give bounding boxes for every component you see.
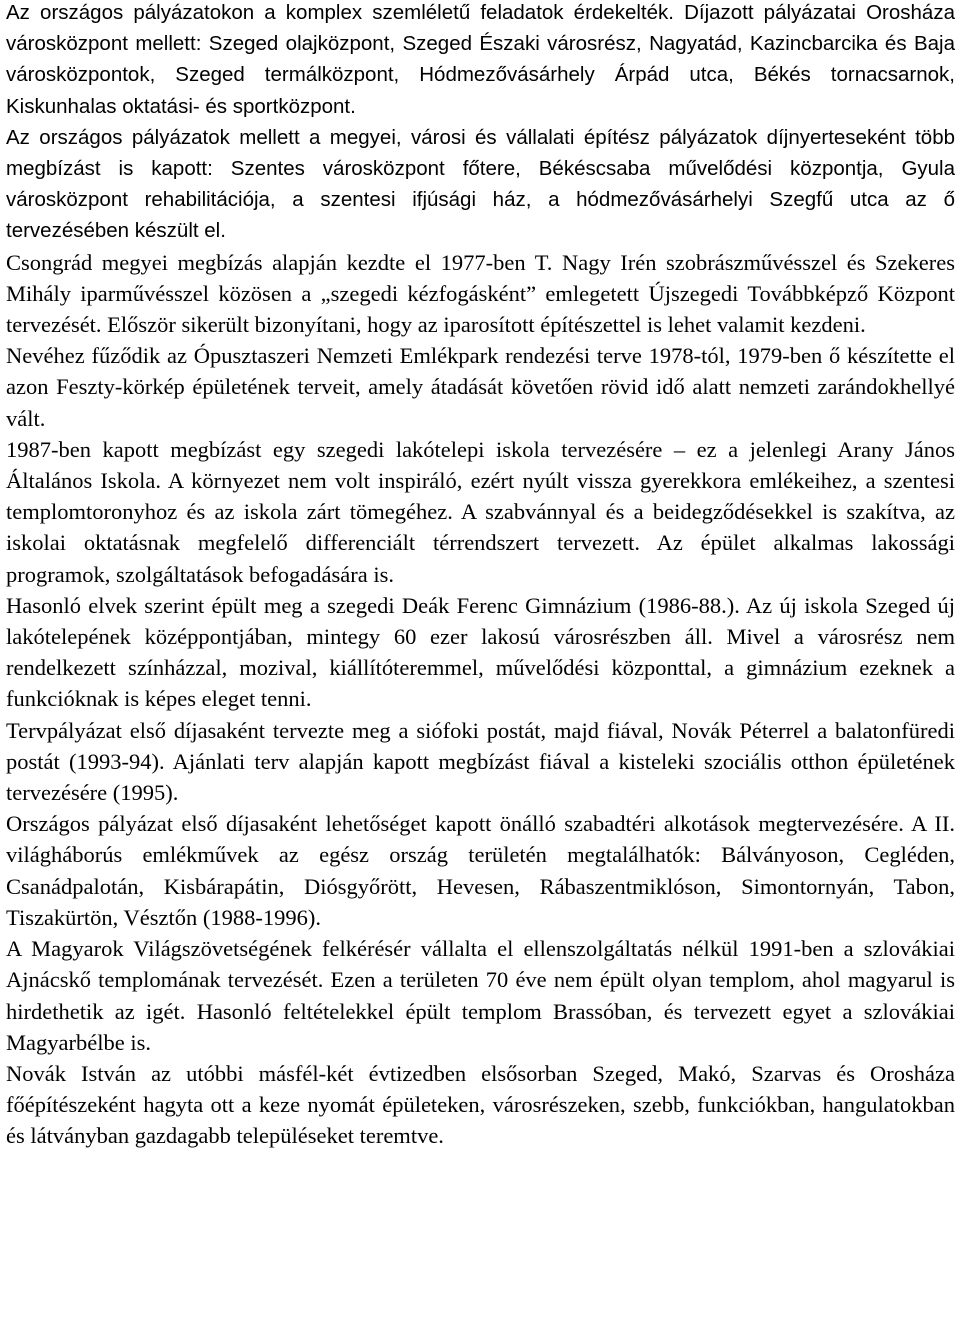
paragraph-competitions: Az országos pályázatokon a komplex szemléletű feladatok érdekelték. Díjazott pályázatai Orosháza városközpont mellett: Szeged olajközpont, Szeged Északi városrész, Nagyatád, Kazincbarcika és Baja városközpontok, Szeged termálközpont, Hódmezővásárhely Árpád utca, Békés tornacsarnok, Kiskunhalas oktatási- és sportközpont. — [6, 1, 955, 118]
paragraph-war-memorials: Országos pályázat első díjasaként lehetőséget kapott önálló szabadtéri alkotások megtervezésére. A II. világháborús emlékművek az egész ország területén megtalálhatók: Bálványoson, Cegléden, Csanádpalotán, Kisbárapátin, Diósgyőrött, Hevesen, Rábaszentmiklóson, Simontornyán, Tabon, Tiszakürtön, Vésztőn (1988-1996). — [6, 811, 955, 930]
paragraph-chief-architect: Novák István az utóbbi másfél-két évtizedben elsősorban Szeged, Makó, Szarvas és Orosháza főépítészeként hagyta ott a keze nyomát épületeken, városrészeken, szebb, funkciókban, hangulatokban és látványban gazdagabb településeket teremtve. — [6, 1060, 955, 1149]
paragraph-regional-commissions: Az országos pályázatok mellett a megyei, városi és vállalati építész pályázatok díjnyerteseként több megbízást is kapott: Szentes városközpont főtere, Békéscsaba művelődési központja, Gyula városközpont rehabilitációja, a szentesi ifjúsági ház, a hódmezővásárhelyi Szegfű utca az ő tervezésében készült el. — [6, 125, 955, 243]
paragraph-opusztaszer: Nevéhez fűződik az Ópusztaszeri Nemzeti Emlékpark rendezési terve 1978-tól, 1979-ben ő készítette el azon Feszty-körkép épületének terveit, amely átadását követően rövid idő alatt nemzeti zarándokhellyé vált. — [6, 343, 955, 431]
paragraph-churches: A Magyarok Világszövetségének felkérésér vállalta el ellenszolgáltatás nélkül 1991-ben a szlovákiai Ajnácskő templomának tervezését. Ezen a területen 70 éve nem épült olyan templom, ahol magyarul is hirdethetik az igét. Hasonló feltételekkel épült templom Brassóban, és tervezett egyet a szlovákiai Magyarbélbe is. — [6, 936, 955, 1055]
paragraph-arany-janos-school: 1987-ben kapott megbízást egy szegedi lakótelepi iskola tervezésére – ez a jelenlegi Arany János Általános Iskola. A környezet nem volt inspiráló, ezért nyúlt vissza gyerekkora emlékeihez, a szentesi templomtoronyhoz és az iskola zárt tömegéhez. A szabvánnyal és a beidegződésekkel is szakítva, az iskolai oktatásnak megfelelő differenciált térrendszert tervezett. Az épület alkalmas lakossági programok, szolgáltatások befogadására is. — [6, 436, 955, 587]
paragraph-deak-ferenc-gymnasium: Hasonló elvek szerint épült meg a szegedi Deák Ferenc Gimnázium (1986-88.). Az új iskola Szeged új lakótelepének középpontjában, mintegy 60 ezer lakosú városrészben áll. Mivel a városrész nem rendelkezett színházzal, mozival, kiállítóteremmel, művelődési központtal, a gimnázium ezeknek a funkcióknak is képes eleget tenni. — [6, 592, 955, 712]
paragraph-ujszeged-center: Csongrád megyei megbízás alapján kezdte el 1977-ben T. Nagy Irén szobrászművésszel és Szekeres Mihály iparművésszel közösen a „szegedi kézfogásként” emlegetett Újszegedi Továbbképző Központ tervezését. Először sikerült bizonyítani, hogy az iparosított építészettel is lehet valamit kezdeni. — [6, 249, 955, 338]
paragraph-post-offices: Tervpályázat első díjasaként tervezte meg a siófoki postát, majd fiával, Novák Péterrel a balatonfüredi postát (1993-94). Ajánlati terv alapján kapott megbízást fiával a kisteleki szociális otthon épületének tervezésére (1995). — [6, 717, 955, 806]
